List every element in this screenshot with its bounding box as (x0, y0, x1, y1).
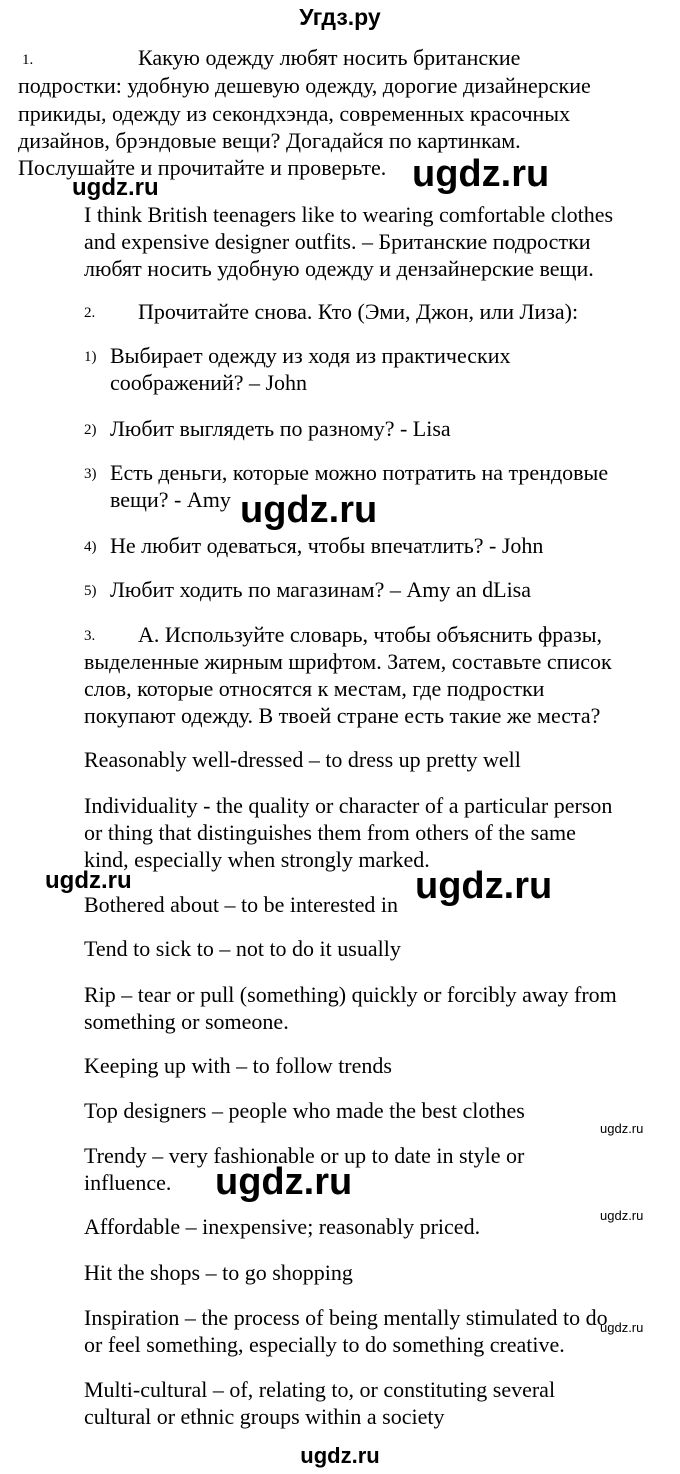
watermark: ugdz.ru (600, 1320, 644, 1335)
watermark: ugdz.ru (240, 489, 378, 531)
definition-line: Tend to sick to – not to do it usually (84, 936, 401, 961)
list-item-number: 1) (84, 349, 97, 365)
definition-line: influence. (84, 1170, 172, 1195)
section-1-question-line: Какую одежду любят носить британские (138, 45, 521, 70)
section-3-number: 3. (84, 628, 96, 644)
list-item-line: Есть деньги, которые можно потратить на трендовые (110, 460, 609, 485)
section-1-answer-line: and expensive designer outfits. – Британские подростки (84, 229, 591, 254)
watermark: ugdz.ru (600, 1208, 644, 1223)
definition-line: Keeping up with – to follow trends (84, 1053, 392, 1078)
list-item-line: вещи? - Amy (110, 487, 231, 512)
definition-line: Multi-cultural – of, relating to, or constituting several (84, 1377, 556, 1402)
list-item-number: 5) (84, 583, 97, 599)
definition-line: Trendy – very fashionable or up to date in style or (84, 1143, 525, 1168)
section-3-question-line: A. Используйте словарь, чтобы объяснить фразы, (138, 622, 603, 647)
section-1-answer-line: I think British teenagers like to wearing comfortable clothes (84, 202, 614, 227)
page-title: Угдз.ру (299, 4, 381, 30)
section-3-question-line: слов, которые относятся к местам, где подростки (84, 676, 545, 701)
section-1-answer-line: любят носить удобную одежду и дензайнерские вещи. (84, 256, 594, 281)
watermark: ugdz.ru (600, 1121, 644, 1136)
section-1-question-line: прикиды, одежду из секондхэнда, современных красочных (18, 101, 571, 126)
list-item-line: Любит выглядеть по разному? - Lisa (110, 416, 451, 441)
definition-line: or thing that distinguishes them from others of the same (84, 820, 576, 845)
definition-line: something or someone. (84, 1009, 289, 1034)
definition-line: Reasonably well-dressed – to dress up pretty well (84, 747, 521, 772)
definition-line: Affordable – inexpensive; reasonably priced. (84, 1214, 481, 1239)
section-1-question-line: дизайнов, брэндовые вещи? Догадайся по картинкам. (18, 128, 521, 153)
watermark: ugdz.ru (415, 865, 553, 907)
definition-line: Inspiration – the process of being mentally stimulated to do (84, 1305, 608, 1330)
watermark: ugdz.ru (412, 153, 550, 195)
list-item-line: Выбирает одежду из ходя из практических (110, 343, 511, 368)
section-1-question-line: подростки: удобную дешевую одежду, дорогие дизайнерские (18, 73, 591, 98)
section-3-question-line: выделенные жирным шрифтом. Затем, составьте список (84, 649, 612, 674)
list-item-number: 3) (84, 466, 97, 482)
definition-line: cultural or ethnic groups within a society (84, 1404, 445, 1429)
definition-line: Top designers – people who made the best clothes (84, 1098, 525, 1123)
list-item-number: 4) (84, 539, 97, 555)
section-2-number: 2. (84, 305, 96, 321)
watermark: ugdz.ru (215, 1161, 353, 1203)
section-1-question-line: Послушайте и прочитайте и проверьте. (18, 155, 387, 180)
list-item-line: Не любит одеваться, чтобы впечатлить? - John (110, 533, 544, 558)
section-3-question-line: покупают одежду. В твоей стране есть такие же места? (84, 703, 601, 728)
list-item-number: 2) (84, 422, 97, 438)
definition-line: Individuality - the quality or character of a particular person (84, 793, 613, 818)
footer-site-name: ugdz.ru (300, 1443, 380, 1468)
watermark: ugdz.ru (45, 867, 132, 894)
section-1-number: 1. (22, 52, 34, 68)
definition-line: Hit the shops – to go shopping (84, 1260, 353, 1285)
definition-line: Bothered about – to be interested in (84, 892, 399, 917)
definition-line: Rip – tear or pull (something) quickly or forcibly away from (84, 982, 617, 1007)
definition-line: kind, especially when strongly marked. (84, 847, 430, 872)
list-item-line: соображений? – John (110, 370, 308, 395)
definition-line: or feel something, especially to do something creative. (84, 1332, 565, 1357)
section-2-question: Прочитайте снова. Кто (Эми, Джон, или Лиза): (138, 299, 579, 324)
watermark: ugdz.ru (72, 174, 159, 201)
list-item-line: Любит ходить по магазинам? – Amy an dLisa (110, 577, 532, 602)
